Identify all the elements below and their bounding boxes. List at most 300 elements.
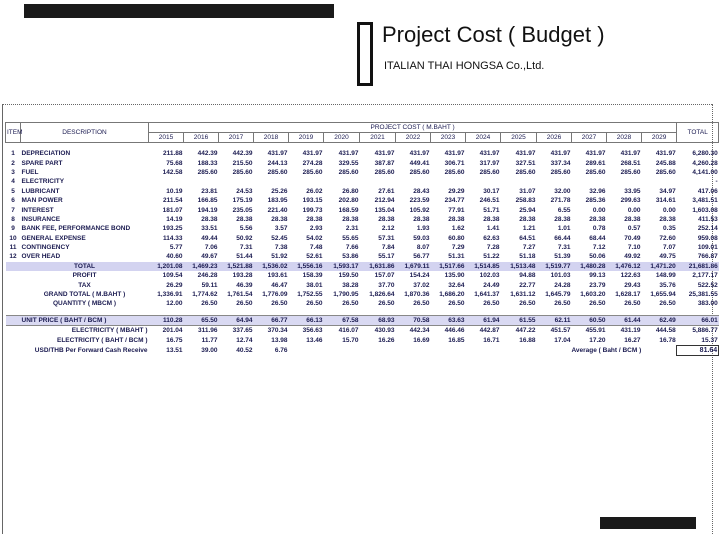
summary-value-cell: 442.34 — [409, 327, 430, 335]
item-total: - — [715, 178, 718, 186]
summary-total: 5,886.77 — [692, 327, 718, 335]
summary-value-cell: 193.28 — [232, 272, 253, 280]
summary-value-cell: 1,603.20 — [580, 291, 606, 299]
summary-value-cell: 356.63 — [302, 327, 323, 335]
summary-value-cell: 26.50 — [483, 300, 500, 308]
table-header — [6, 123, 719, 143]
blank-cell — [6, 271, 21, 280]
item-number: 12 — [9, 253, 17, 261]
cost-value-cell: 57.31 — [378, 234, 395, 242]
summary-value-cell: 63.63 — [431, 315, 466, 325]
summary-value-cell: 66.13 — [289, 315, 324, 325]
item-description: LUBRICANT — [21, 187, 60, 195]
item-total: 417.06 — [697, 187, 718, 195]
cost-value-cell — [572, 177, 607, 186]
cost-value-cell: 199.73 — [302, 206, 323, 214]
header-year: 2028 — [607, 133, 642, 143]
summary-value-cell: 1,641.37 — [474, 291, 500, 299]
item-description: OVER HEAD — [21, 253, 61, 261]
cost-value-cell: 51.44 — [236, 253, 253, 261]
item-number: 4 — [11, 178, 15, 186]
summary-label: TAX — [78, 281, 91, 289]
cost-value-cell: 56.77 — [413, 253, 430, 261]
cost-item-row — [6, 215, 719, 224]
summary-value-cell: 1,476.12 — [607, 262, 642, 271]
cost-value-cell: 5.56 — [239, 225, 253, 233]
cost-value-cell: 7.07 — [663, 244, 676, 252]
grand-row — [6, 290, 719, 299]
summary-value-cell: 148.99 — [655, 272, 676, 280]
cost-value-cell: 431.97 — [374, 150, 395, 158]
summary-value-cell: 444.58 — [655, 327, 676, 335]
page-title: Project Cost ( Budget ) — [382, 22, 605, 47]
summary-value-cell: 60.50 — [572, 315, 607, 325]
item-description: INTEREST — [21, 206, 54, 214]
average-value: 81.64 — [677, 345, 719, 355]
header-year: 2018 — [254, 133, 289, 143]
summary-value-cell: 16.78 — [659, 336, 676, 344]
bottom-decorative-bar — [600, 517, 696, 529]
tax-row — [6, 280, 719, 289]
blank-cell — [6, 262, 21, 271]
cost-value-cell: 7.48 — [309, 244, 323, 252]
cost-item-row — [6, 243, 719, 252]
summary-value-cell: 430.93 — [374, 327, 395, 335]
cost-value-cell: 33.51 — [201, 225, 218, 233]
item-total: 766.87 — [697, 253, 718, 261]
cost-value-cell: 51.39 — [554, 253, 571, 261]
header-year: 2021 — [360, 133, 396, 143]
cost-value-cell: 431.97 — [550, 150, 571, 158]
cost-value-cell: 188.33 — [197, 159, 218, 167]
summary-value-cell: 1,536.02 — [254, 262, 289, 271]
item-number: 10 — [9, 234, 17, 242]
summary-value-cell: 35.76 — [659, 281, 676, 289]
cost-value-cell: 299.63 — [620, 197, 641, 205]
summary-value-cell: 1,870.36 — [404, 291, 430, 299]
cost-value-cell: 1.01 — [557, 225, 571, 233]
summary-value-cell: 32.64 — [448, 281, 465, 289]
summary-value-cell: 16.69 — [413, 336, 430, 344]
blank-cell — [6, 280, 21, 289]
cost-value-cell: 28.38 — [448, 215, 465, 223]
cost-value-cell: 7.29 — [451, 244, 465, 252]
sheet-top-border — [2, 104, 712, 105]
blank-cell — [6, 315, 21, 325]
cost-value-cell: 135.04 — [374, 206, 395, 214]
cost-value-cell: 193.15 — [302, 197, 323, 205]
cost-value-cell: 5.77 — [169, 244, 183, 252]
cost-value-cell — [324, 177, 360, 186]
cost-value-cell: 50.92 — [236, 234, 253, 242]
item-number: 1 — [11, 150, 15, 158]
header-year: 2027 — [572, 133, 607, 143]
cost-value-cell: 75.68 — [166, 159, 183, 167]
header-year: 2025 — [501, 133, 537, 143]
summary-value-cell: 66.77 — [254, 315, 289, 325]
header-item: ITEM — [6, 123, 21, 143]
cost-value-cell: 14.19 — [166, 215, 183, 223]
summary-value-cell: 99.13 — [589, 272, 606, 280]
cost-value-cell: 50.06 — [589, 253, 606, 261]
item-total: 6,280.30 — [692, 150, 718, 158]
item-total: 1,603.08 — [692, 206, 718, 214]
summary-value-cell: 26.50 — [589, 300, 606, 308]
cost-value-cell: 70.49 — [624, 234, 641, 242]
cost-value-cell: 329.55 — [338, 159, 359, 167]
summary-value-cell: 38.01 — [306, 281, 323, 289]
item-total: 109.01 — [697, 244, 718, 252]
cost-item-row — [6, 224, 719, 233]
summary-total: 522.52 — [697, 281, 718, 289]
summary-value-cell: 1,513.48 — [501, 262, 537, 271]
summary-value-cell: 1,679.11 — [396, 262, 431, 271]
cost-value-cell: 28.38 — [554, 215, 571, 223]
summary-value-cell: 16.27 — [624, 336, 641, 344]
cost-value-cell: 142.58 — [162, 168, 183, 176]
summary-value-cell: 26.50 — [236, 300, 253, 308]
cost-value-cell: 7.28 — [486, 244, 500, 252]
blank-cell — [6, 299, 21, 308]
item-number: 7 — [11, 206, 15, 214]
summary-value-cell: 1,774.62 — [192, 291, 218, 299]
header-year: 2019 — [289, 133, 324, 143]
summary-total: 2,177.17 — [692, 272, 718, 280]
summary-label: USD/THB Per Forward Cash Receive — [34, 347, 148, 354]
summary-value-cell: 16.75 — [166, 336, 183, 344]
cost-value-cell — [607, 177, 642, 186]
cost-value-cell: 7.31 — [557, 244, 571, 252]
cost-value-cell: 431.97 — [585, 150, 606, 158]
summary-value-cell: 26.50 — [554, 300, 571, 308]
summary-value-cell: 110.28 — [149, 315, 184, 325]
cost-value-cell: 285.60 — [338, 168, 359, 176]
cost-value-cell: 431.97 — [302, 150, 323, 158]
cost-value-cell: 211.54 — [162, 197, 183, 205]
cost-value-cell: 285.60 — [550, 168, 571, 176]
header-year: 2020 — [324, 133, 360, 143]
cost-value-cell — [289, 177, 324, 186]
summary-value-cell: 1,201.08 — [149, 262, 184, 271]
summary-value-cell: 22.77 — [519, 281, 536, 289]
summary-value-cell: 455.91 — [585, 327, 606, 335]
summary-value-cell: 13.46 — [306, 336, 323, 344]
cost-value-cell: 194.19 — [197, 206, 218, 214]
cost-item-row — [6, 234, 719, 243]
header-year: 2024 — [466, 133, 501, 143]
cost-value-cell — [431, 177, 466, 186]
cost-value-cell: 54.02 — [306, 234, 323, 242]
summary-value-cell: 61.55 — [501, 315, 537, 325]
cost-value-cell: 28.38 — [519, 215, 536, 223]
cost-value-cell: 285.60 — [409, 168, 430, 176]
cost-value-cell: 55.65 — [342, 234, 359, 242]
summary-value-cell: 13.98 — [271, 336, 288, 344]
cost-value-cell: 77.91 — [448, 206, 465, 214]
summary-label: ELECTRICITY ( BAHT / BCM ) — [56, 336, 148, 344]
cost-value-cell — [466, 177, 501, 186]
summary-value-cell: 1,593.17 — [324, 262, 360, 271]
title-bracket-icon — [357, 22, 373, 86]
cost-item-row — [6, 168, 719, 177]
cost-value-cell — [642, 177, 677, 186]
cost-value-cell: 26.80 — [342, 187, 359, 195]
cost-value-cell: 212.94 — [374, 197, 395, 205]
cost-value-cell: 317.97 — [479, 159, 500, 167]
cost-value-cell: 0.00 — [592, 206, 606, 214]
cost-value-cell: 449.41 — [409, 159, 430, 167]
summary-value-cell: 416.07 — [338, 327, 359, 335]
item-number: 6 — [11, 197, 15, 205]
cost-item-row — [6, 196, 719, 205]
cost-value-cell: 8.07 — [416, 244, 430, 252]
cost-value-cell: 7.06 — [204, 244, 218, 252]
cost-value-cell: 55.17 — [378, 253, 395, 261]
cost-value-cell: 53.86 — [342, 253, 359, 261]
header-year: 2026 — [537, 133, 572, 143]
cost-value-cell: 62.63 — [483, 234, 500, 242]
summary-value-cell: 370.34 — [267, 327, 288, 335]
cost-value-cell: 387.87 — [374, 159, 395, 167]
summary-value-cell: 46.39 — [236, 281, 253, 289]
summary-value-cell: 16.88 — [519, 336, 536, 344]
summary-value-cell: 39.00 — [201, 347, 218, 354]
summary-value-cell: 26.50 — [519, 300, 536, 308]
summary-value-cell: 1,519.77 — [537, 262, 572, 271]
summary-value-cell: 1,556.16 — [289, 262, 324, 271]
header-year: 2015 — [149, 133, 184, 143]
cost-value-cell: 28.43 — [413, 187, 430, 195]
cost-value-cell: 183.95 — [267, 197, 288, 205]
cost-value-cell: 1.93 — [416, 225, 430, 233]
cost-value-cell: 60.80 — [448, 234, 465, 242]
blank-cell — [6, 290, 21, 299]
cost-value-cell: 2.93 — [309, 225, 323, 233]
cost-value-cell — [360, 177, 396, 186]
cost-value-cell: 285.60 — [620, 168, 641, 176]
item-description: DEPRECIATION — [21, 150, 71, 158]
cost-value-cell: 285.60 — [267, 168, 288, 176]
cost-value-cell: 52.61 — [306, 253, 323, 261]
cost-value-cell: 221.40 — [267, 206, 288, 214]
summary-total: 21,681.86 — [677, 262, 719, 271]
summary-value-cell: 26.50 — [201, 300, 218, 308]
blank-cell — [6, 326, 21, 336]
unit-price-row — [6, 315, 719, 325]
cost-value-cell: 181.07 — [162, 206, 183, 214]
summary-value-cell: 1,628.17 — [615, 291, 641, 299]
cost-value-cell: 51.22 — [483, 253, 500, 261]
quantity-row — [6, 299, 719, 308]
cost-value-cell: 2.12 — [381, 225, 395, 233]
summary-value-cell: 201.04 — [162, 327, 183, 335]
sheet-left-border — [2, 104, 3, 534]
item-description: ELECTRICITY — [21, 178, 65, 186]
cost-value-cell: 442.39 — [232, 150, 253, 158]
summary-value-cell: 26.50 — [659, 300, 676, 308]
header-year: 2029 — [642, 133, 677, 143]
cost-value-cell: 49.67 — [201, 253, 218, 261]
item-total: 411.53 — [698, 215, 718, 223]
summary-value-cell: 1,686.20 — [439, 291, 465, 299]
cost-value-cell: 40.60 — [166, 253, 183, 261]
cost-value-cell: 235.05 — [232, 206, 253, 214]
cost-value-cell: 28.38 — [378, 215, 395, 223]
summary-value-cell: 1,776.09 — [262, 291, 288, 299]
cost-value-cell: 51.92 — [271, 253, 288, 261]
summary-value-cell: 16.71 — [483, 336, 500, 344]
item-number: 3 — [11, 168, 15, 176]
summary-value-cell: 17.04 — [554, 336, 571, 344]
cost-value-cell: 31.07 — [519, 187, 536, 195]
cost-value-cell: 7.38 — [274, 244, 288, 252]
summary-value-cell: 1,517.66 — [431, 262, 466, 271]
item-number: 2 — [11, 159, 15, 167]
summary-value-cell: 62.11 — [537, 315, 572, 325]
summary-value-cell: 65.50 — [184, 315, 219, 325]
summary-value-cell: 16.85 — [448, 336, 465, 344]
summary-value-cell: 40.52 — [236, 347, 253, 354]
elec-mbaht-row — [6, 326, 719, 336]
cost-value-cell: 0.00 — [663, 206, 676, 214]
header-year: 2016 — [184, 133, 219, 143]
cost-value-cell: 168.59 — [338, 206, 359, 214]
cost-value-cell: 7.31 — [239, 244, 253, 252]
cost-value-cell: 64.51 — [519, 234, 536, 242]
summary-value-cell: 94.88 — [519, 272, 536, 280]
summary-total: 15.37 — [701, 336, 718, 344]
cost-value-cell: 72.60 — [659, 234, 676, 242]
summary-label: QUANTITY ( MBCM ) — [52, 300, 117, 308]
cost-value-cell: 105.92 — [409, 206, 430, 214]
summary-value-cell: 38.28 — [342, 281, 359, 289]
cost-value-cell: 28.38 — [271, 215, 288, 223]
summary-value-cell: 13.51 — [166, 347, 183, 354]
cost-value-cell: 28.38 — [201, 215, 218, 223]
cost-value-cell: 0.00 — [627, 206, 641, 214]
cost-item-row — [6, 177, 719, 186]
summary-value-cell: 11.77 — [201, 336, 218, 344]
cost-value-cell: 1.21 — [522, 225, 536, 233]
cost-value-cell: 431.97 — [444, 150, 465, 158]
summary-value-cell: 442.87 — [479, 327, 500, 335]
cost-value-cell: 166.85 — [197, 197, 218, 205]
cost-value-cell: 7.10 — [627, 244, 641, 252]
cost-value-cell: 431.97 — [338, 150, 359, 158]
project-cost-table — [5, 122, 719, 356]
summary-value-cell: 1,752.55 — [297, 291, 323, 299]
cost-item-row — [6, 252, 719, 261]
summary-value-cell: 26.50 — [271, 300, 288, 308]
summary-value-cell: 337.65 — [232, 327, 253, 335]
item-description: CONTINGENCY — [21, 244, 70, 252]
top-decorative-bar — [24, 4, 334, 18]
summary-label: ELECTRICITY ( MBAHT ) — [71, 327, 148, 335]
summary-label: PROFIT — [72, 272, 97, 280]
summary-value-cell: 431.19 — [620, 327, 641, 335]
summary-label: TOTAL — [21, 262, 149, 271]
cost-value-cell: 431.97 — [620, 150, 641, 158]
cost-value-cell: 28.38 — [589, 215, 606, 223]
item-description: FUEL — [21, 168, 39, 176]
item-total: 4,141.00 — [692, 168, 718, 176]
cost-value-cell: 244.13 — [267, 159, 288, 167]
cost-value-cell: 289.61 — [585, 159, 606, 167]
cost-value-cell: 25.94 — [519, 206, 536, 214]
cost-value-cell: 314.61 — [655, 197, 676, 205]
summary-value-cell: 24.49 — [483, 281, 500, 289]
cost-value-cell: 234.77 — [444, 197, 465, 205]
cost-value-cell: 59.03 — [413, 234, 430, 242]
cost-value-cell: 274.28 — [302, 159, 323, 167]
total-row — [6, 262, 719, 271]
cost-value-cell: 202.80 — [338, 197, 359, 205]
summary-value-cell: 154.24 — [409, 272, 430, 280]
summary-value-cell: 159.50 — [338, 272, 359, 280]
cost-value-cell: 7.66 — [345, 244, 359, 252]
summary-value-cell: 1,514.85 — [466, 262, 501, 271]
cost-value-cell: 34.97 — [659, 187, 676, 195]
summary-label: UNIT PRICE ( BAHT / BCM ) — [21, 315, 149, 325]
cost-value-cell: 24.53 — [236, 187, 253, 195]
summary-total: 66.01 — [677, 315, 719, 325]
cost-value-cell: 285.60 — [655, 168, 676, 176]
cost-value-cell: 285.60 — [374, 168, 395, 176]
cost-value-cell: 51.18 — [519, 253, 536, 261]
cost-value-cell: 10.19 — [166, 187, 183, 195]
summary-total: 25,381.55 — [688, 291, 718, 299]
summary-value-cell: 68.93 — [360, 315, 396, 325]
cost-value-cell: 337.34 — [550, 159, 571, 167]
cost-value-cell — [219, 177, 254, 186]
cost-value-cell: 26.02 — [306, 187, 323, 195]
cost-value-cell: 68.44 — [589, 234, 606, 242]
summary-value-cell: 446.46 — [444, 327, 465, 335]
cost-value-cell: 442.39 — [197, 150, 218, 158]
summary-value-cell: 1,336.91 — [157, 291, 183, 299]
header-description: DESCRIPTION — [21, 123, 149, 143]
cost-value-cell: 285.60 — [302, 168, 323, 176]
cost-value-cell — [396, 177, 431, 186]
cost-value-cell: 1.41 — [486, 225, 500, 233]
elec-bcm-row — [6, 335, 719, 345]
summary-value-cell: 1,645.79 — [545, 291, 571, 299]
profit-row — [6, 271, 719, 280]
item-total: 959.08 — [697, 234, 718, 242]
summary-total: 383.00 — [697, 300, 718, 308]
cost-value-cell: 28.38 — [483, 215, 500, 223]
summary-value-cell: 101.03 — [550, 272, 571, 280]
summary-value-cell: 1,521.88 — [219, 262, 254, 271]
summary-value-cell: 1,471.20 — [642, 262, 677, 271]
cost-value-cell: 271.78 — [550, 197, 571, 205]
cost-value-cell — [254, 177, 289, 186]
cost-value-cell: 431.97 — [655, 150, 676, 158]
cost-value-cell: 285.60 — [479, 168, 500, 176]
cost-value-cell: 285.36 — [585, 197, 606, 205]
summary-label: GRAND TOTAL ( M.BAHT ) — [43, 291, 126, 299]
blank-cell — [289, 345, 537, 355]
summary-value-cell: 12.00 — [166, 300, 183, 308]
item-number: 9 — [11, 225, 15, 233]
item-total: 4,260.28 — [692, 159, 718, 167]
summary-value-cell: 23.79 — [589, 281, 606, 289]
cost-value-cell: 28.38 — [236, 215, 253, 223]
summary-value-cell: 67.58 — [324, 315, 360, 325]
cost-value-cell: 306.71 — [444, 159, 465, 167]
cost-value-cell: 3.57 — [274, 225, 288, 233]
item-description: GENERAL EXPENSE — [21, 234, 86, 242]
